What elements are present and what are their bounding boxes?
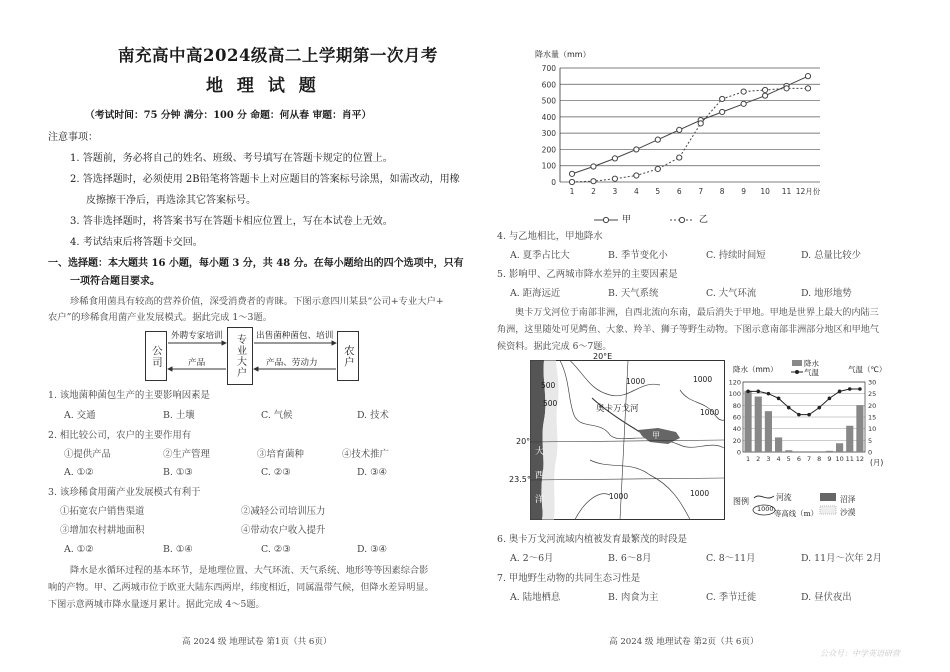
q4-option-c[interactable]: C. 持续时间短 [706, 250, 766, 261]
y-tick-label: 700 [541, 64, 556, 73]
legend-swamp-symbol [820, 493, 836, 501]
map-lat-23: 23.5° [509, 475, 531, 484]
x-tick-label: 6 [676, 187, 682, 196]
q6-option-a[interactable]: A. 2～6月 [510, 553, 554, 564]
precip-bar [745, 391, 752, 452]
temp-point [777, 397, 781, 401]
map-river-label: 奥卡万戈河 [596, 404, 639, 414]
map-contour-1000d: 1000 [609, 492, 629, 501]
climate-x-tick: 6 [796, 455, 801, 463]
q7-option-d[interactable]: D. 昼伏夜出 [801, 592, 852, 603]
legend-river-symbol [754, 496, 774, 498]
climate-y-tick: 60 [732, 413, 741, 422]
precip-bar [846, 426, 853, 452]
intro-3-line2: 角洲，这里随处可见鳄鱼、大象、羚羊、狮子等野生动物。下图示意南部非洲部分地区和甲地气 [497, 325, 879, 335]
question-3: 3. 该珍稀食用菌产业发展模式有利于 [48, 487, 201, 498]
exam-title: 南充高中高2024级高二上学期第一次月考 [118, 46, 438, 65]
chart-legend-lines [590, 212, 710, 228]
climate-x-tick: 8 [817, 455, 822, 463]
x-tick-label: 9 [741, 187, 747, 196]
temp-point [817, 406, 821, 410]
q4-option-b[interactable]: B. 季节变化小 [608, 250, 668, 261]
map-lon-label: 20°E [593, 352, 613, 361]
x-tick-label: 10 [760, 187, 770, 196]
precip-bar [755, 397, 762, 452]
chart-y-label: 降水量（mm） [535, 50, 591, 59]
map-legend-contour-value: 1000 [757, 505, 774, 513]
q1-option-b[interactable]: B. 土壤 [163, 410, 195, 421]
question-6: 6. 奥卡万戈河流域内植被发育最繁茂的时段是 [497, 534, 688, 545]
climate-y2-tick: 5 [868, 436, 873, 445]
q2-item-3: ③培育菌种 [257, 449, 304, 460]
climate-y2-tick: 30 [868, 378, 877, 387]
y-tick-label: 400 [541, 112, 556, 122]
data-point-乙 [591, 179, 596, 184]
section-1-heading: 一、选择题：本大题共 16 小题，每小题 3 分，共 48 分。在每小题给出的四个选项中，只有 [48, 258, 464, 269]
climate-month-unit: (月) [870, 458, 884, 467]
temp-point [828, 397, 832, 401]
climate-temp-axis-label: 气温（℃） [848, 365, 887, 374]
q2-option-b[interactable]: B. ①③ [163, 467, 193, 478]
climate-legend-marks [790, 359, 804, 377]
cumulative-precip-chart [520, 60, 850, 230]
y-tick-label: 600 [541, 80, 556, 90]
climate-legend-temp: 气温 [804, 368, 819, 377]
q3-item-3: ③增加农村耕地面积 [60, 525, 145, 536]
y-tick-label: 500 [541, 96, 556, 106]
intro-2-line3: 下图示意两城市降水量逐月累计。据此完成 4～5题。 [48, 599, 265, 610]
intro-1-line2: 农户”的珍稀食用菌产业发展模式。据此完成 1～3题。 [48, 312, 273, 323]
y-tick-label: 100 [541, 161, 556, 171]
q2-option-d[interactable]: D. ③④ [357, 467, 387, 478]
climate-y2-tick: 20 [868, 401, 877, 410]
data-point-甲 [762, 93, 767, 98]
page-footer-1: 高 2024 级 地理试卷 第1页（共 6页） [182, 637, 332, 647]
y-tick-label: 200 [541, 145, 556, 155]
x-tick-label: 4 [633, 187, 639, 196]
data-point-甲 [591, 164, 596, 169]
q6-option-d[interactable]: D. 11月～次年 2月 [801, 553, 882, 564]
question-2: 2. 相比较公司，农户的主要作用有 [48, 430, 192, 441]
precip-bar [765, 411, 772, 452]
series-line-甲 [572, 76, 808, 174]
intro-1-line1: 珍稀食用菌具有较高的营养价值，深受消费者的青睐。下图示意四川某县“公司+专业大户+ [70, 296, 444, 307]
legend-yi-label: 乙 [699, 215, 709, 225]
q7-option-a[interactable]: A. 陆地栖息 [510, 592, 561, 603]
legend-desert-symbol [820, 506, 836, 514]
q1-option-a[interactable]: A. 交通 [64, 410, 96, 421]
q7-option-b[interactable]: B. 肉食为主 [608, 592, 659, 603]
climate-x-tick: 7 [807, 455, 812, 463]
x-tick-label: 5 [655, 187, 661, 196]
data-point-乙 [569, 179, 574, 184]
climate-x-tick: 9 [827, 455, 832, 463]
x-tick-label: 3 [612, 187, 618, 196]
q3-item-1: ①拓宽农户销售渠道 [60, 506, 145, 517]
temp-point [848, 387, 852, 391]
climate-y-tick: 120 [728, 378, 741, 387]
map-contour-1000e: 1000 [690, 489, 710, 498]
climate-y-tick: 100 [728, 390, 741, 399]
intro-3-line1: 奥卡万戈河位于南部非洲，自西北流向东南，最后消失于甲地。甲地是世界上最大的内陆三 [515, 308, 879, 318]
climate-x-tick: 10 [835, 455, 844, 463]
map-ocean-1: 大 [535, 447, 545, 457]
arrow-label-sell: 出售菌种菌包、培训 [256, 331, 334, 341]
temp-point [838, 390, 842, 394]
data-point-甲 [612, 156, 617, 161]
farmer-label: 农户 [342, 344, 355, 368]
q4-option-d[interactable]: D. 总量比较少 [801, 250, 862, 261]
climate-legend-precip: 降水 [804, 359, 819, 368]
q6-option-c[interactable]: C. 8～11月 [706, 553, 756, 564]
notice-4: 4. 考试结束后将答题卡交回。 [70, 237, 203, 248]
map-ocean-2: 西 [535, 471, 545, 481]
section-1-heading-cont: 一项符合题目要求。 [70, 276, 160, 287]
map-jia-label: 甲 [652, 431, 660, 440]
map-legend-river: 河流 [776, 493, 792, 502]
temp-line [748, 389, 860, 415]
q2-option-a[interactable]: A. ①② [64, 467, 94, 478]
q6-option-b[interactable]: B. 6～8月 [608, 553, 652, 564]
q1-option-d[interactable]: D. 技术 [357, 410, 389, 421]
climate-y2-tick: 10 [868, 425, 877, 434]
q2-item-2: ②生产管理 [163, 449, 210, 460]
precip-bar [836, 443, 843, 452]
legend-jia-label: 甲 [622, 215, 632, 225]
temp-point [787, 406, 791, 410]
q4-option-a[interactable]: A. 夏季占比大 [510, 250, 570, 261]
map-legend-desert: 沙漠 [840, 508, 856, 517]
map-ocean-3: 洋 [535, 495, 545, 505]
data-point-甲 [569, 171, 574, 176]
data-point-甲 [805, 74, 810, 79]
data-point-乙 [612, 176, 617, 181]
question-1: 1. 该地菌种菌包生产的主要影响因素是 [48, 390, 210, 401]
precip-bar [785, 450, 792, 452]
climate-y-tick: 40 [732, 425, 741, 434]
climate-x-tick: 2 [756, 455, 761, 463]
data-point-乙 [720, 96, 725, 101]
q2-item-1: ①提供产品 [64, 449, 111, 460]
data-point-甲 [655, 137, 660, 142]
temp-point [756, 390, 760, 394]
climate-x-tick: 1 [746, 455, 751, 463]
q7-option-c[interactable]: C. 季节迁徙 [706, 592, 757, 603]
map-lat-20: 20° [516, 437, 531, 446]
exam-info: （考试时间：75 分钟 满分：100 分 命题：何从春 审题：肖平） [85, 110, 372, 121]
climate-x-tick: 12 [855, 455, 865, 463]
q3-item-4: ④带动农户收入提升 [241, 525, 326, 536]
data-point-乙 [655, 166, 660, 171]
arrow-label-product: 产品 [188, 358, 206, 368]
climate-y-tick: 0 [736, 448, 741, 457]
intro-2-line1: 降水是水循环过程的基本环节，是地理位置、大气环流、天气系统、地形等等因素综合影 [70, 565, 429, 576]
precip-bar [826, 451, 833, 452]
climate-y-tick: 20 [732, 436, 741, 445]
precip-bar [856, 405, 863, 452]
arrow-label-training: 外聘专家培训 [171, 331, 223, 341]
map-legend-swamp: 沼泽 [840, 495, 856, 504]
temp-point [807, 413, 811, 417]
q3-item-2: ②减轻公司培训压力 [241, 506, 326, 517]
data-point-乙 [805, 86, 810, 91]
map-contour-500a: 500 [541, 381, 556, 390]
series-line-乙 [572, 88, 808, 182]
q5-option-b[interactable]: B. 天气系统 [608, 288, 659, 299]
temp-point [797, 413, 801, 417]
data-point-乙 [698, 121, 703, 126]
climate-y2-tick: 25 [868, 390, 877, 399]
q1-option-c[interactable]: C. 气候 [261, 410, 293, 421]
map-contour-1000c: 1000 [700, 408, 720, 417]
data-point-甲 [720, 109, 725, 114]
climate-precip-axis-label: 降水（mm） [733, 365, 778, 374]
x-tick-label: 7 [698, 187, 704, 196]
climate-y-tick: 80 [732, 401, 741, 410]
data-point-乙 [784, 86, 789, 91]
x-tick-label: 1 [569, 187, 575, 196]
x-tick-label: 12月份 [795, 187, 821, 196]
data-point-乙 [762, 87, 767, 92]
q5-option-c[interactable]: C. 大气环流 [706, 288, 757, 299]
notice-2-cont: 皮擦擦干净后，再选涂其它答案标号。 [86, 195, 256, 206]
data-point-乙 [677, 155, 682, 160]
climate-y2-tick: 15 [868, 413, 877, 422]
map-legend-title: 图例 [733, 497, 749, 506]
arrow-label-labor: 产品、劳动力 [266, 358, 318, 368]
page-footer-2: 高 2024 级 地理试卷 第2页（共 6页） [609, 637, 759, 647]
precip-bar [775, 437, 782, 452]
data-point-甲 [741, 101, 746, 106]
q5-option-a[interactable]: A. 距海远近 [510, 288, 561, 299]
climate-x-tick: 4 [776, 455, 781, 463]
notice-3: 3. 答非选择题时，将答案书写在答题卡相应位置上，写在本试卷上无效。 [70, 216, 393, 227]
q3-option-c[interactable]: C. ②③ [261, 544, 291, 555]
q2-item-4: ④技术推广 [342, 449, 389, 460]
map-contour-500b: 500 [543, 399, 558, 408]
map-contour-1000a: 1000 [626, 377, 646, 386]
company-label: 公司 [150, 344, 163, 368]
climate-x-tick: 5 [786, 455, 791, 463]
watermark: 公众号：中学英语研营 [820, 649, 900, 658]
map-contour-1000b: 1000 [693, 375, 713, 384]
data-point-甲 [634, 147, 639, 152]
x-tick-label: 8 [719, 187, 725, 196]
climate-chart [725, 376, 885, 466]
exam-subtitle: 地 理 试 题 [206, 76, 320, 96]
temp-point [858, 387, 862, 391]
q3-option-b[interactable]: B. ①④ [163, 544, 193, 555]
data-point-乙 [741, 89, 746, 94]
q5-option-d[interactable]: D. 地形地势 [801, 288, 852, 299]
intro-2-line2: 响的产物。甲、乙两城市位于欧亚大陆东西两岸，纬度相近，同属温带气候，但降水差异明显。 [48, 582, 434, 593]
question-7: 7. 甲地野生动物的共同生态习性是 [497, 573, 641, 584]
notice-1: 1. 答题前，务必将自己的姓名、班级、考号填写在答题卡规定的位置上。 [70, 153, 393, 164]
q3-option-d[interactable]: D. ③④ [357, 544, 387, 555]
climate-x-tick: 11 [845, 455, 854, 463]
intro-3-line3: 候资料。据此完成 6～7题。 [497, 342, 612, 352]
y-tick-label: 0 [551, 178, 556, 187]
notice-heading: 注意事项： [48, 132, 98, 143]
data-point-甲 [677, 127, 682, 132]
q3-option-a[interactable]: A. ①② [64, 544, 94, 555]
y-tick-label: 300 [541, 129, 556, 139]
x-tick-label: 2 [591, 187, 596, 196]
x-tick-label: 11 [781, 187, 792, 196]
climate-x-tick: 3 [766, 455, 771, 463]
data-point-乙 [634, 173, 639, 178]
diagram-arrows [0, 0, 475, 400]
q2-option-c[interactable]: C. ②③ [261, 467, 291, 478]
temp-point [746, 390, 750, 394]
climate-y2-tick: 0 [868, 448, 873, 457]
question-5: 5. 影响甲、乙两城市降水差异的主要因素是 [497, 269, 678, 280]
question-4: 4. 与乙地相比，甲地降水 [497, 231, 603, 242]
big-farmer-label: 专业大户 [234, 334, 246, 378]
notice-2: 2. 答选择题时，必须使用 2B铅笔将答题卡上对应题目的答案标号涂黑，如需改动，用橡 [70, 174, 460, 185]
temp-point [767, 392, 771, 396]
map-legend-contour: 等高线（m） [774, 509, 818, 518]
